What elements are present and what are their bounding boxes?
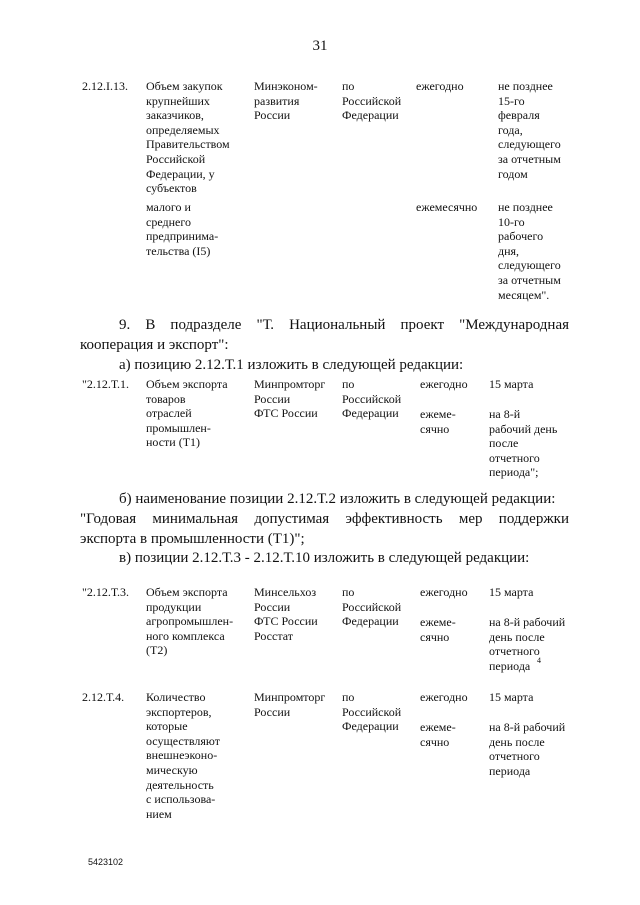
deadline-monthly: на 8-й рабочий день после отчетного периода"; bbox=[489, 407, 558, 480]
frequency-monthly: ежемесячно bbox=[416, 200, 478, 214]
deadline-monthly: на 8-й рабочий день после отчетного периода bbox=[489, 615, 566, 673]
row-number: 2.12.I.13. bbox=[82, 79, 128, 93]
table-row-2-12-t-4 bbox=[82, 690, 572, 830]
coverage-scope: по Российской Федерации bbox=[342, 690, 402, 734]
paragraph-b-line-2: "Годовая минимальная допустимая эффективность мер поддержки bbox=[80, 511, 569, 527]
row-number: "2.12.Т.1. bbox=[82, 377, 130, 391]
indicator-name: Объем закупок крупнейших заказчиков, определяемых Правительством Российской Федерации, у субъектов bbox=[146, 79, 230, 196]
indicator-name-continued: малого и среднего предпринима- тельства (I5) bbox=[146, 200, 219, 258]
paragraph-a: а) позицию 2.12.Т.1 изложить в следующей редакции: bbox=[119, 357, 464, 373]
coverage-scope: по Российской Федерации bbox=[342, 377, 402, 421]
indicator-name: Количество экспортеров, которые осуществляют внешнеэконо- мическую деятельность с использова- нием bbox=[146, 690, 220, 821]
deadline-monthly: на 8-й рабочий день после отчетного периода bbox=[489, 720, 566, 778]
frequency-monthly: ежеме- сячно bbox=[420, 615, 456, 644]
table-row-2-12-i-13 bbox=[82, 79, 572, 302]
deadline-annual: не позднее 15-го февраля года, следующего за отчетным годом bbox=[498, 79, 561, 181]
indicator-name: Объем экспорта продукции агропромышлен- ного комплекса (Т2) bbox=[146, 585, 234, 658]
deadline-annual: 15 марта bbox=[489, 585, 534, 599]
responsible-agency: Минэконом- развития России bbox=[254, 79, 318, 123]
indicator-name: Объем экспорта товаров отраслей промышлен- ности (Т1) bbox=[146, 377, 228, 450]
paragraph-9-line-1: 9. В подразделе "Т. Национальный проект "Международная bbox=[119, 317, 569, 333]
paragraph-9-line-2: кооперация и экспорт": bbox=[80, 337, 229, 353]
frequency-monthly: ежеме- сячно bbox=[420, 407, 456, 436]
document-code: 5423102 bbox=[88, 857, 124, 867]
row-number: "2.12.Т.3. bbox=[82, 585, 130, 599]
deadline-monthly: не позднее 10-го рабочего дня, следующего за отчетным месяцем". bbox=[498, 200, 561, 302]
coverage-scope: по Российской Федерации bbox=[342, 79, 402, 123]
responsible-agency: Минпромторг России bbox=[254, 690, 326, 719]
paragraph-b-line-1: б) наименование позиции 2.12.Т.2 изложить в следующей редакции: bbox=[119, 491, 556, 507]
coverage-scope: по Российской Федерации bbox=[342, 585, 402, 629]
frequency-annual: ежегодно bbox=[420, 585, 468, 599]
responsible-agency: Минпромторг России ФТС России bbox=[254, 377, 326, 421]
paragraph-b-line-3: экспорта в промышленности (Т1)"; bbox=[80, 531, 305, 547]
frequency-annual: ежегодно bbox=[420, 690, 468, 704]
row-number: 2.12.Т.4. bbox=[82, 690, 125, 704]
deadline-annual: 15 марта bbox=[489, 377, 534, 391]
deadline-annual: 15 марта bbox=[489, 690, 534, 704]
frequency-monthly: ежеме- сячно bbox=[420, 720, 456, 749]
table-row-2-12-t-3 bbox=[82, 585, 572, 675]
footnote-mark: 4 bbox=[537, 656, 541, 665]
page-number: 31 bbox=[312, 38, 328, 54]
paragraph-c: в) позиции 2.12.Т.3 - 2.12.Т.10 изложить в следующей редакции: bbox=[119, 550, 530, 566]
frequency-annual: ежегодно bbox=[420, 377, 468, 391]
frequency-annual: ежегодно bbox=[416, 79, 464, 93]
responsible-agency: Минсельхоз России ФТС России Росстат bbox=[254, 585, 318, 643]
table-row-2-12-t-1 bbox=[82, 377, 572, 487]
